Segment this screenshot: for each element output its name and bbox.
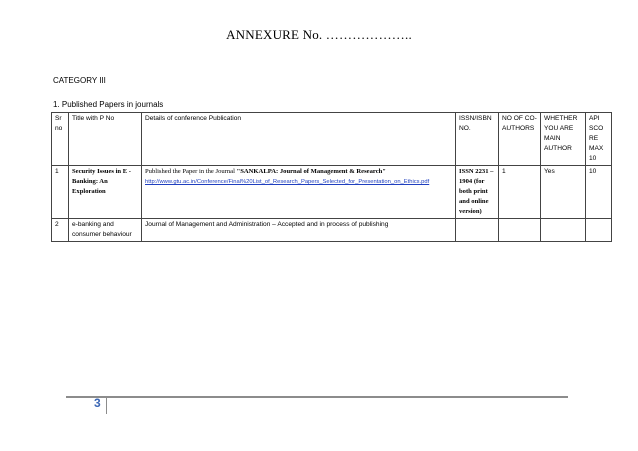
page-number: 3 <box>94 396 101 410</box>
section-title: 1. Published Papers in journals <box>53 100 164 109</box>
row-sr: 2 <box>52 219 69 242</box>
footer-rule <box>66 396 568 398</box>
details-text: Published the Paper in the Journal <box>145 168 237 175</box>
row-title: e-banking and consumer behaviour <box>69 219 142 242</box>
header-coauthors: NO OF CO-AUTHORS <box>499 113 541 166</box>
category-label: CATEGORY III <box>53 76 106 85</box>
annexure-heading: ANNEXURE No. ……………….. <box>226 27 412 42</box>
row-api-score: 10 <box>586 166 612 219</box>
row-main-author <box>541 219 586 242</box>
row-coauthors <box>499 219 541 242</box>
page-number-divider <box>106 396 107 414</box>
journal-name: "SANKALPA: Journal of Management & Research" <box>236 168 386 175</box>
header-details: Details of conference Publication <box>142 113 456 166</box>
row-details: Journal of Management and Administration – Accepted and in process of publishing <box>142 219 456 242</box>
row-details <box>142 166 456 219</box>
row-api-score <box>586 219 612 242</box>
row-coauthors: 1 <box>499 166 541 219</box>
row-title: Security Issues in E - Banking: An Exploration <box>69 166 142 219</box>
row-main-author: Yes <box>541 166 586 219</box>
header-sr-no: Sr no <box>52 113 69 166</box>
publication-link[interactable]: http://www.gtu.ac.in/Conference/Final%20List_of_Research_Papers_Selected_for_Presentation_on_Ethics.pdf <box>145 179 430 185</box>
header-api-score: API SCORE MAX 10 <box>586 113 612 166</box>
header-main-author: WHETHER YOU ARE MAIN AUTHOR <box>541 113 586 166</box>
table-row <box>52 166 612 219</box>
row-issn: ISSN 2231 – 1904 (for both print and online version) <box>456 166 499 219</box>
papers-table <box>51 112 612 242</box>
row-sr: 1 <box>52 166 69 219</box>
row-issn <box>456 219 499 242</box>
header-title: Title with P No <box>69 113 142 166</box>
table-header-row <box>52 113 612 166</box>
header-issn: ISSN/ISBN NO. <box>456 113 499 166</box>
table-row <box>52 219 612 242</box>
